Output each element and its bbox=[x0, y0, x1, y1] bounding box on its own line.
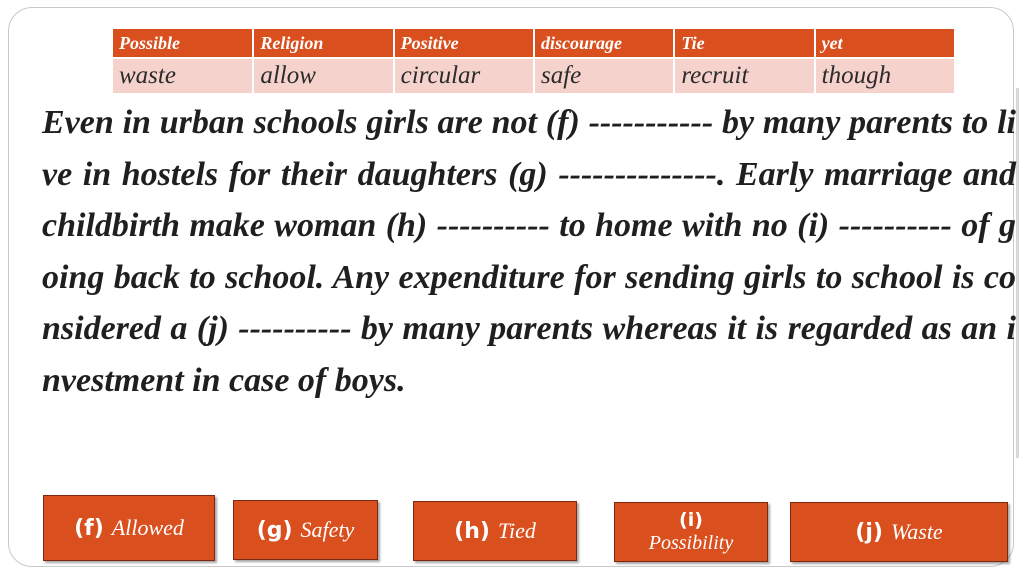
answer-label: (j) bbox=[855, 519, 883, 545]
answer-j-box bbox=[790, 502, 1008, 562]
word-cell: waste bbox=[113, 58, 253, 93]
answer-h-box bbox=[413, 501, 577, 561]
answer-label: (g) bbox=[256, 517, 293, 543]
answer-word: Safety bbox=[300, 517, 355, 542]
word-header-cell: Positive bbox=[394, 29, 534, 58]
word-header-cell: discourage bbox=[534, 29, 674, 58]
word-header-cell: Possible bbox=[113, 29, 253, 58]
fill-in-passage: Even in urban schools girls are not (f) ----------- by many parents to live in hostels for their daughters (g) --------------. Early marriage and childbirth make woman (h) ---------- to home with no (i) ---------- of going back to school. Any expenditure for sending girls to school is considered a (j) ---------- by many parents whereas it is regarded as an investment in case of boys. bbox=[42, 104, 1016, 399]
answer-i-box bbox=[614, 502, 768, 562]
word-header-cell: yet bbox=[815, 29, 955, 58]
scroll-edge bbox=[1016, 88, 1019, 458]
word-box-header-row bbox=[113, 29, 955, 58]
word-cell: circular bbox=[394, 58, 534, 93]
answer-word: Allowed bbox=[111, 515, 184, 540]
answer-word: Tied bbox=[497, 518, 536, 543]
answer-g-box bbox=[233, 500, 378, 560]
word-cell: safe bbox=[534, 58, 674, 93]
word-header-cell: Tie bbox=[674, 29, 814, 58]
answer-label: (i) bbox=[679, 509, 703, 531]
word-header-cell: Religion bbox=[253, 29, 393, 58]
answer-label: (h) bbox=[454, 518, 490, 544]
word-cell: recruit bbox=[674, 58, 814, 93]
answer-f-box bbox=[43, 495, 215, 561]
word-cell: though bbox=[815, 58, 955, 93]
word-cell: allow bbox=[253, 58, 393, 93]
word-box-row bbox=[113, 58, 955, 93]
answer-label: (f) bbox=[74, 515, 104, 541]
word-box-table bbox=[113, 29, 956, 93]
answer-word: Waste bbox=[890, 519, 943, 544]
answer-word: Possibility bbox=[648, 532, 734, 554]
